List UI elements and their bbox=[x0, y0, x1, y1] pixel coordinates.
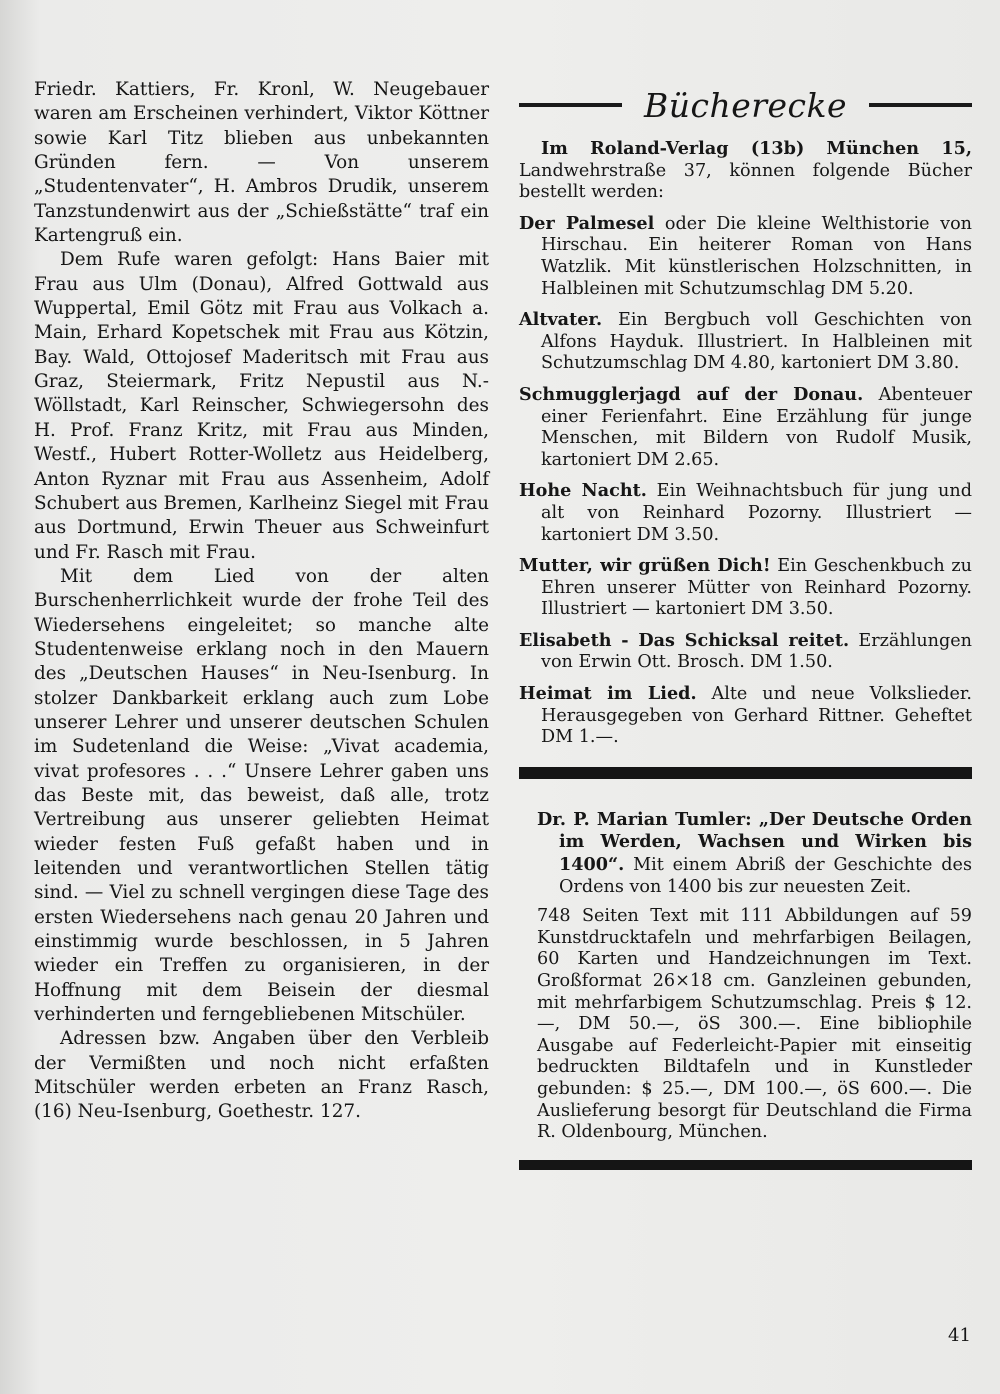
book-entry: Schmugglerjagd auf der Donau. Abenteuer einer Ferienfahrt. Eine Erzählung für junge Menschen, mit Bildern von Rudolf Musik, kartoniert DM 2.65. bbox=[519, 383, 972, 470]
right-column bbox=[519, 80, 972, 1170]
book-entry: Heimat im Lied. Alte und neue Volkslieder. Herausgegeben von Gerhard Rittner. Geheftet DM 1.—. bbox=[519, 683, 972, 748]
divider-bar bbox=[519, 1160, 972, 1170]
book-entry: Mutter, wir grüßen Dich! Ein Geschenkbuch zu Ehren unserer Mütter von Reinhard Pozorny. Illustriert — kartoniert DM 3.50. bbox=[519, 555, 973, 620]
divider-bar bbox=[519, 767, 972, 779]
book-entry: Elisabeth - Das Schicksal reitet. Erzählungen von Erwin Ott. Brosch. DM 1.50. bbox=[519, 629, 972, 673]
header-rule-right bbox=[869, 103, 972, 107]
section-header bbox=[519, 80, 972, 130]
book-entry: Der Palmesel oder Die kleine Welthistorie von Hirschau. Ein heiterer Roman von Hans Watzlik. Mit künstlerischen Holzschnitten, in Halbleinen mit Schutzumschlag DM 5.20. bbox=[519, 212, 973, 299]
header-rule-left bbox=[519, 103, 622, 107]
left-column bbox=[34, 78, 489, 1125]
paragraph-1: Friedr. Kattiers, Fr. Kronl, W. Neugebauer waren am Erscheinen verhindert, Viktor Köttner sowie Karl Titz blieben aus unbekannten Gründen fern. — Von unserem „Studentenvater“, H. Ambros Drudik, unserem Tanzstundenwirt aus der „Schießstätte“ traf ein Kartengruß ein. bbox=[34, 79, 489, 247]
book-entry: Altvater. Ein Bergbuch voll Geschichten von Alfons Hayduk. Illustriert. In Halbleinen mit Schutzumschlag DM 4.80, kartoniert DM 3.80. bbox=[519, 309, 972, 374]
page-number: 41 bbox=[948, 1325, 971, 1346]
feature-book-title: Dr. P. Marian Tumler: „Der Deutsche Orden im Werden, Wachsen und Wirken bis 1400“. Mit einem Abriß der Geschichte des Ordens von 1400 bis zur neuesten Zeit. bbox=[537, 808, 972, 897]
book-entry: Hohe Nacht. Ein Weihnachtsbuch für jung und alt von Reinhard Pozorny. Illustriert — kartoniert DM 3.50. bbox=[519, 480, 972, 545]
feature-book-description: 748 Seiten Text mit 111 Abbildungen auf 59 Kunstdrucktafeln und mehrfarbigen Beilagen, 60 Karten und Handzeichnungen im Text. Großformat 26×18 cm. Ganzleinen gebunden, mit mehrfarbigem Schutzumschlag. Preis $ 12.—, DM 50.—, öS 300.—. Eine bibliophile Ausgabe auf Federleicht-Papier mit einseitig bedruckten Bildtafeln und in Kunstleder gebunden: $ 25.—, DM 100.—, öS 600.—. Die Auslieferung besorgt für Deutschland die Firma R. Oldenbourg, München. bbox=[537, 906, 972, 1143]
paragraph-2: Dem Rufe waren gefolgt: Hans Baier mit Frau aus Ulm (Donau), Alfred Gottwald aus Wuppertal, Emil Götz mit Frau aus Volkach a. Main, Erhard Kopetschek mit Frau aus Kötzin, Bay. Wald, Ottojosef Maderitsch mit Frau aus Graz, Steiermark, Fritz Nepustil aus N.-Wöllstadt, Karl Reinscher, Schwiegersohn des H. Prof. Franz Kritz, mit Frau aus Minden, Westf., Hubert Rotter-Wolletz aus Heidelberg, Anton Ryznar mit Frau aus Assenheim, Adolf Schubert aus Bremen, Karlheinz Siegel mit Frau aus Dortmund, Erwin Theuer aus Schweinfurt und Fr. Rasch mit Frau. bbox=[34, 249, 489, 563]
section-title: Bücherecke bbox=[643, 85, 848, 125]
book-list-intro: Im Roland-Verlag (13b) München 15, Landwehrstraße 37, können folgende Bücher bestellt werden: bbox=[519, 138, 972, 203]
book-list bbox=[519, 138, 972, 749]
paragraph-3: Mit dem Lied von der alten Burschenherrlichkeit wurde der frohe Teil des Wiedersehens eingeleitet; so manche alte Studentenweise erklang noch in den Mauern des „Deutschen Hauses“ in Neu-Isenburg. In stolzer Dankbarkeit erklang auch zum Lobe unserer Lehrer und unserer deutschen Schulen im Sudetenland die Weise: „Vivat academia, vivat profesores . . .“ Unsere Lehrer gaben uns das Beste mit, das beweist, daß alle, trotz Vertreibung aus unserer geliebten Heimat wieder festen Fuß gefaßt haben und in leitenden und verantwortlichen Stellen tätig sind. — Viel zu schnell vergingen diese Tage des ersten Wiedersehens nach genau 20 Jahren und einstimmig wurde beschlossen, in 5 Jahren wieder ein Treffen zu organisieren, in der Hoffnung mit dem Beisein der diesmal verhinderten und ferngebliebenen Mitschüler. bbox=[34, 565, 489, 1026]
feature-book bbox=[519, 809, 972, 1144]
paragraph-4: Adressen bzw. Angaben über den Verbleib der Vermißten und noch nicht erfaßten Mitschüler werden erbeten an Franz Rasch, (16) Neu-Isenburg, Goethestr. 127. bbox=[34, 1028, 489, 1123]
